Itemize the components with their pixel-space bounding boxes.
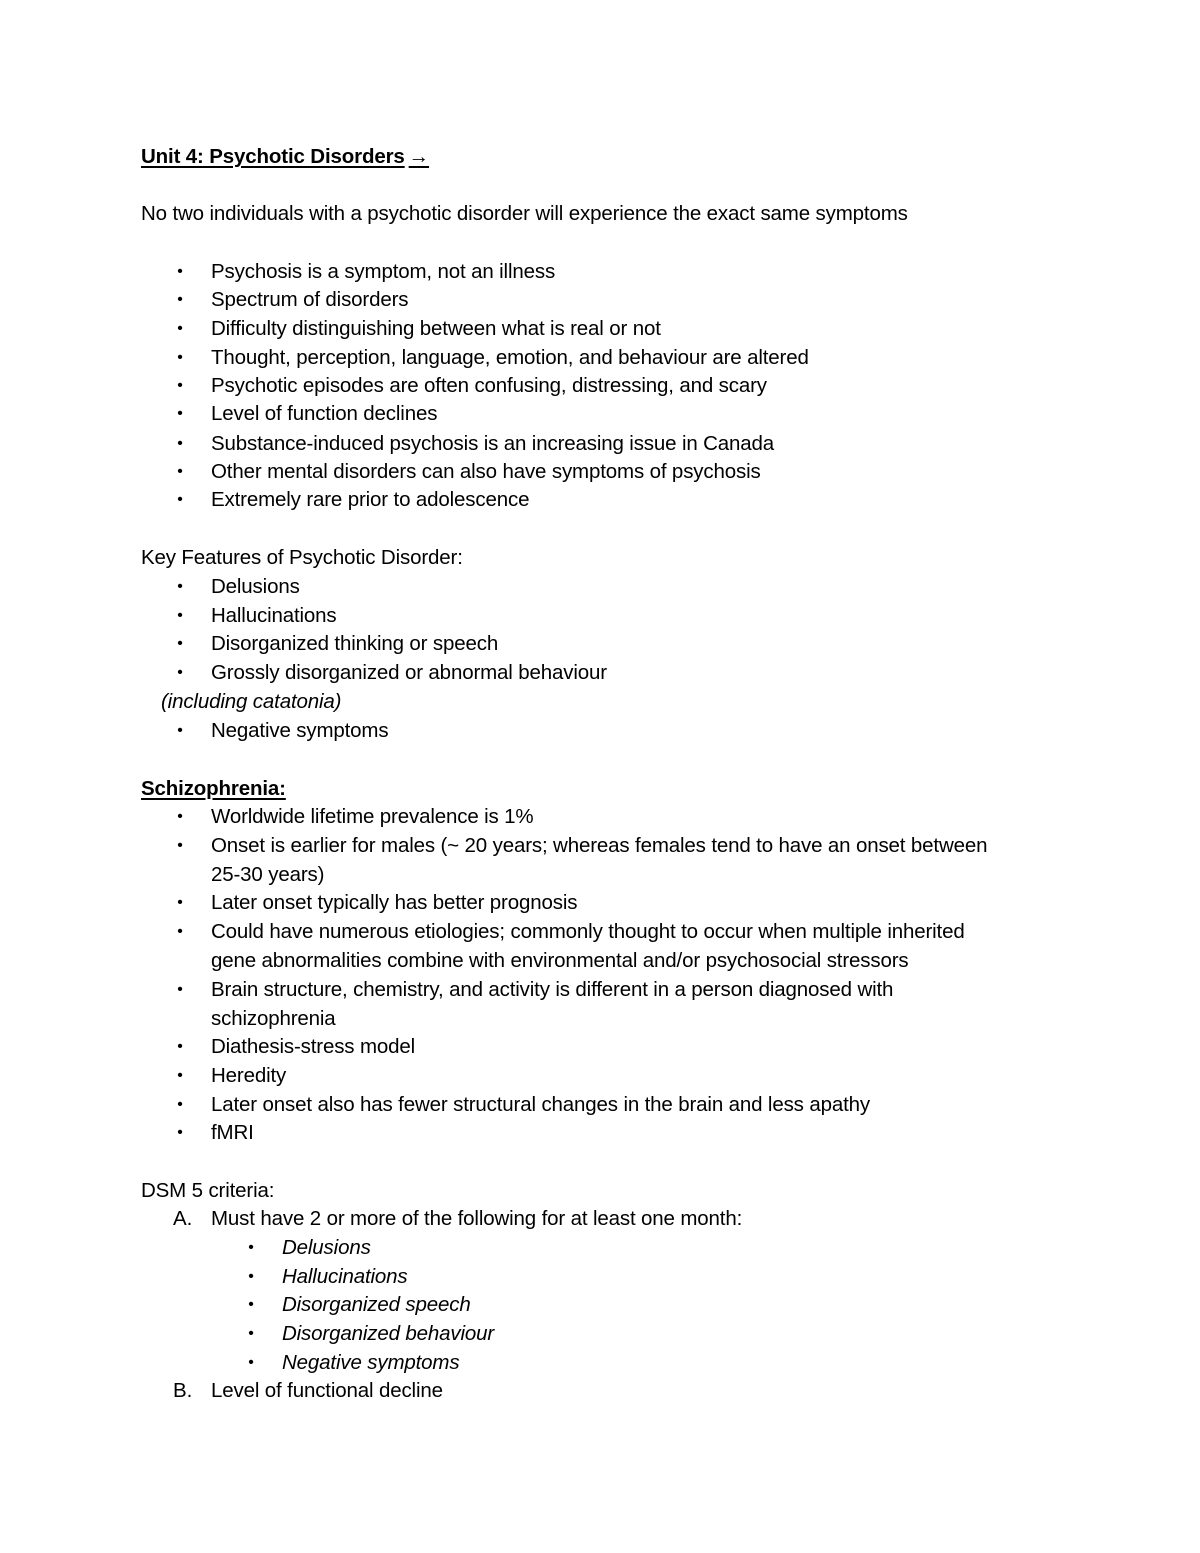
bullet-icon: • (177, 607, 183, 624)
bullet-text: Heredity (211, 1064, 287, 1087)
bullet-text: Psychosis is a symptom, not an illness (211, 260, 556, 283)
bullet-text: Disorganized thinking or speech (211, 632, 499, 655)
bullet-icon: • (177, 664, 183, 681)
bullet-text: Spectrum of disorders (211, 288, 409, 311)
bullet-text-continuation: 25-30 years) (211, 863, 325, 886)
intro-paragraph: No two individuals with a psychotic disorder will experience the exact same symptoms (141, 202, 908, 225)
bullet-text-continuation: gene abnormalities combine with environmental and/or psychosocial stressors (211, 949, 909, 972)
bullet-text: Later onset typically has better prognosis (211, 891, 578, 914)
bullet-icon: • (177, 635, 183, 652)
bullet-icon: • (177, 923, 183, 940)
bullet-icon: • (177, 981, 183, 998)
bullet-icon: • (177, 1038, 183, 1055)
bullet-text: Brain structure, chemistry, and activity is different in a person diagnosed with (211, 978, 894, 1001)
bullet-icon: • (177, 435, 183, 452)
bullet-icon: • (248, 1325, 254, 1342)
bullet-icon: • (177, 463, 183, 480)
bullet-icon: • (177, 894, 183, 911)
bullet-icon: • (177, 491, 183, 508)
bullet-text: Psychotic episodes are often confusing, distressing, and scary (211, 374, 767, 397)
bullet-icon: • (177, 578, 183, 595)
bullet-icon: • (248, 1354, 254, 1371)
bullet-icon: • (248, 1239, 254, 1256)
bullet-text: Delusions (282, 1236, 371, 1259)
bullet-text: Negative symptoms (282, 1351, 460, 1374)
bullet-text: Substance-induced psychosis is an increasing issue in Canada (211, 432, 775, 455)
bullet-text: Disorganized speech (282, 1293, 471, 1316)
criterion-text: Level of functional decline (211, 1379, 443, 1402)
bullet-icon: • (177, 291, 183, 308)
catatonia-note: (including catatonia) (161, 690, 342, 713)
bullet-text: Later onset also has fewer structural changes in the brain and less apathy (211, 1093, 870, 1116)
bullet-icon: • (177, 808, 183, 825)
key-features-heading: Key Features of Psychotic Disorder: (141, 546, 463, 569)
bullet-text: Diathesis-stress model (211, 1035, 416, 1058)
bullet-text-continuation: schizophrenia (211, 1007, 336, 1030)
right-arrow-icon: → (408, 145, 430, 168)
bullet-icon: • (177, 263, 183, 280)
bullet-text: Level of function declines (211, 402, 438, 425)
criterion-marker: A. (173, 1207, 193, 1230)
dsm-heading: DSM 5 criteria: (141, 1179, 275, 1202)
bullet-text: Extremely rare prior to adolescence (211, 488, 530, 511)
bullet-text: Onset is earlier for males (~ 20 years; whereas females tend to have an onset between (211, 834, 988, 857)
criterion-marker: B. (173, 1379, 193, 1402)
bullet-icon: • (248, 1296, 254, 1313)
bullet-text: fMRI (211, 1121, 254, 1144)
bullet-icon: • (177, 1096, 183, 1113)
bullet-text: Difficulty distinguishing between what is real or not (211, 317, 661, 340)
bullet-text: Could have numerous etiologies; commonly thought to occur when multiple inherited (211, 920, 965, 943)
title-text: Unit 4: Psychotic Disorders (141, 145, 405, 168)
bullet-icon: • (177, 837, 183, 854)
schizophrenia-heading: Schizophrenia: (141, 777, 286, 800)
bullet-icon: • (177, 722, 183, 739)
bullet-icon: • (177, 349, 183, 366)
bullet-text: Thought, perception, language, emotion, and behaviour are altered (211, 346, 809, 369)
bullet-text: Negative symptoms (211, 719, 389, 742)
bullet-text: Grossly disorganized or abnormal behaviour (211, 661, 607, 684)
bullet-icon: • (177, 320, 183, 337)
bullet-text: Worldwide lifetime prevalence is 1% (211, 805, 534, 828)
criterion-text: Must have 2 or more of the following for at least one month: (211, 1207, 743, 1230)
bullet-icon: • (177, 1124, 183, 1141)
bullet-icon: • (177, 377, 183, 394)
bullet-icon: • (177, 1067, 183, 1084)
bullet-text: Disorganized behaviour (282, 1322, 495, 1345)
bullet-text: Delusions (211, 575, 300, 598)
bullet-icon: • (177, 405, 183, 422)
bullet-text: Hallucinations (211, 604, 337, 627)
document-title (141, 143, 429, 171)
bullet-icon: • (248, 1268, 254, 1285)
bullet-text: Hallucinations (282, 1265, 408, 1288)
bullet-text: Other mental disorders can also have symptoms of psychosis (211, 460, 761, 483)
